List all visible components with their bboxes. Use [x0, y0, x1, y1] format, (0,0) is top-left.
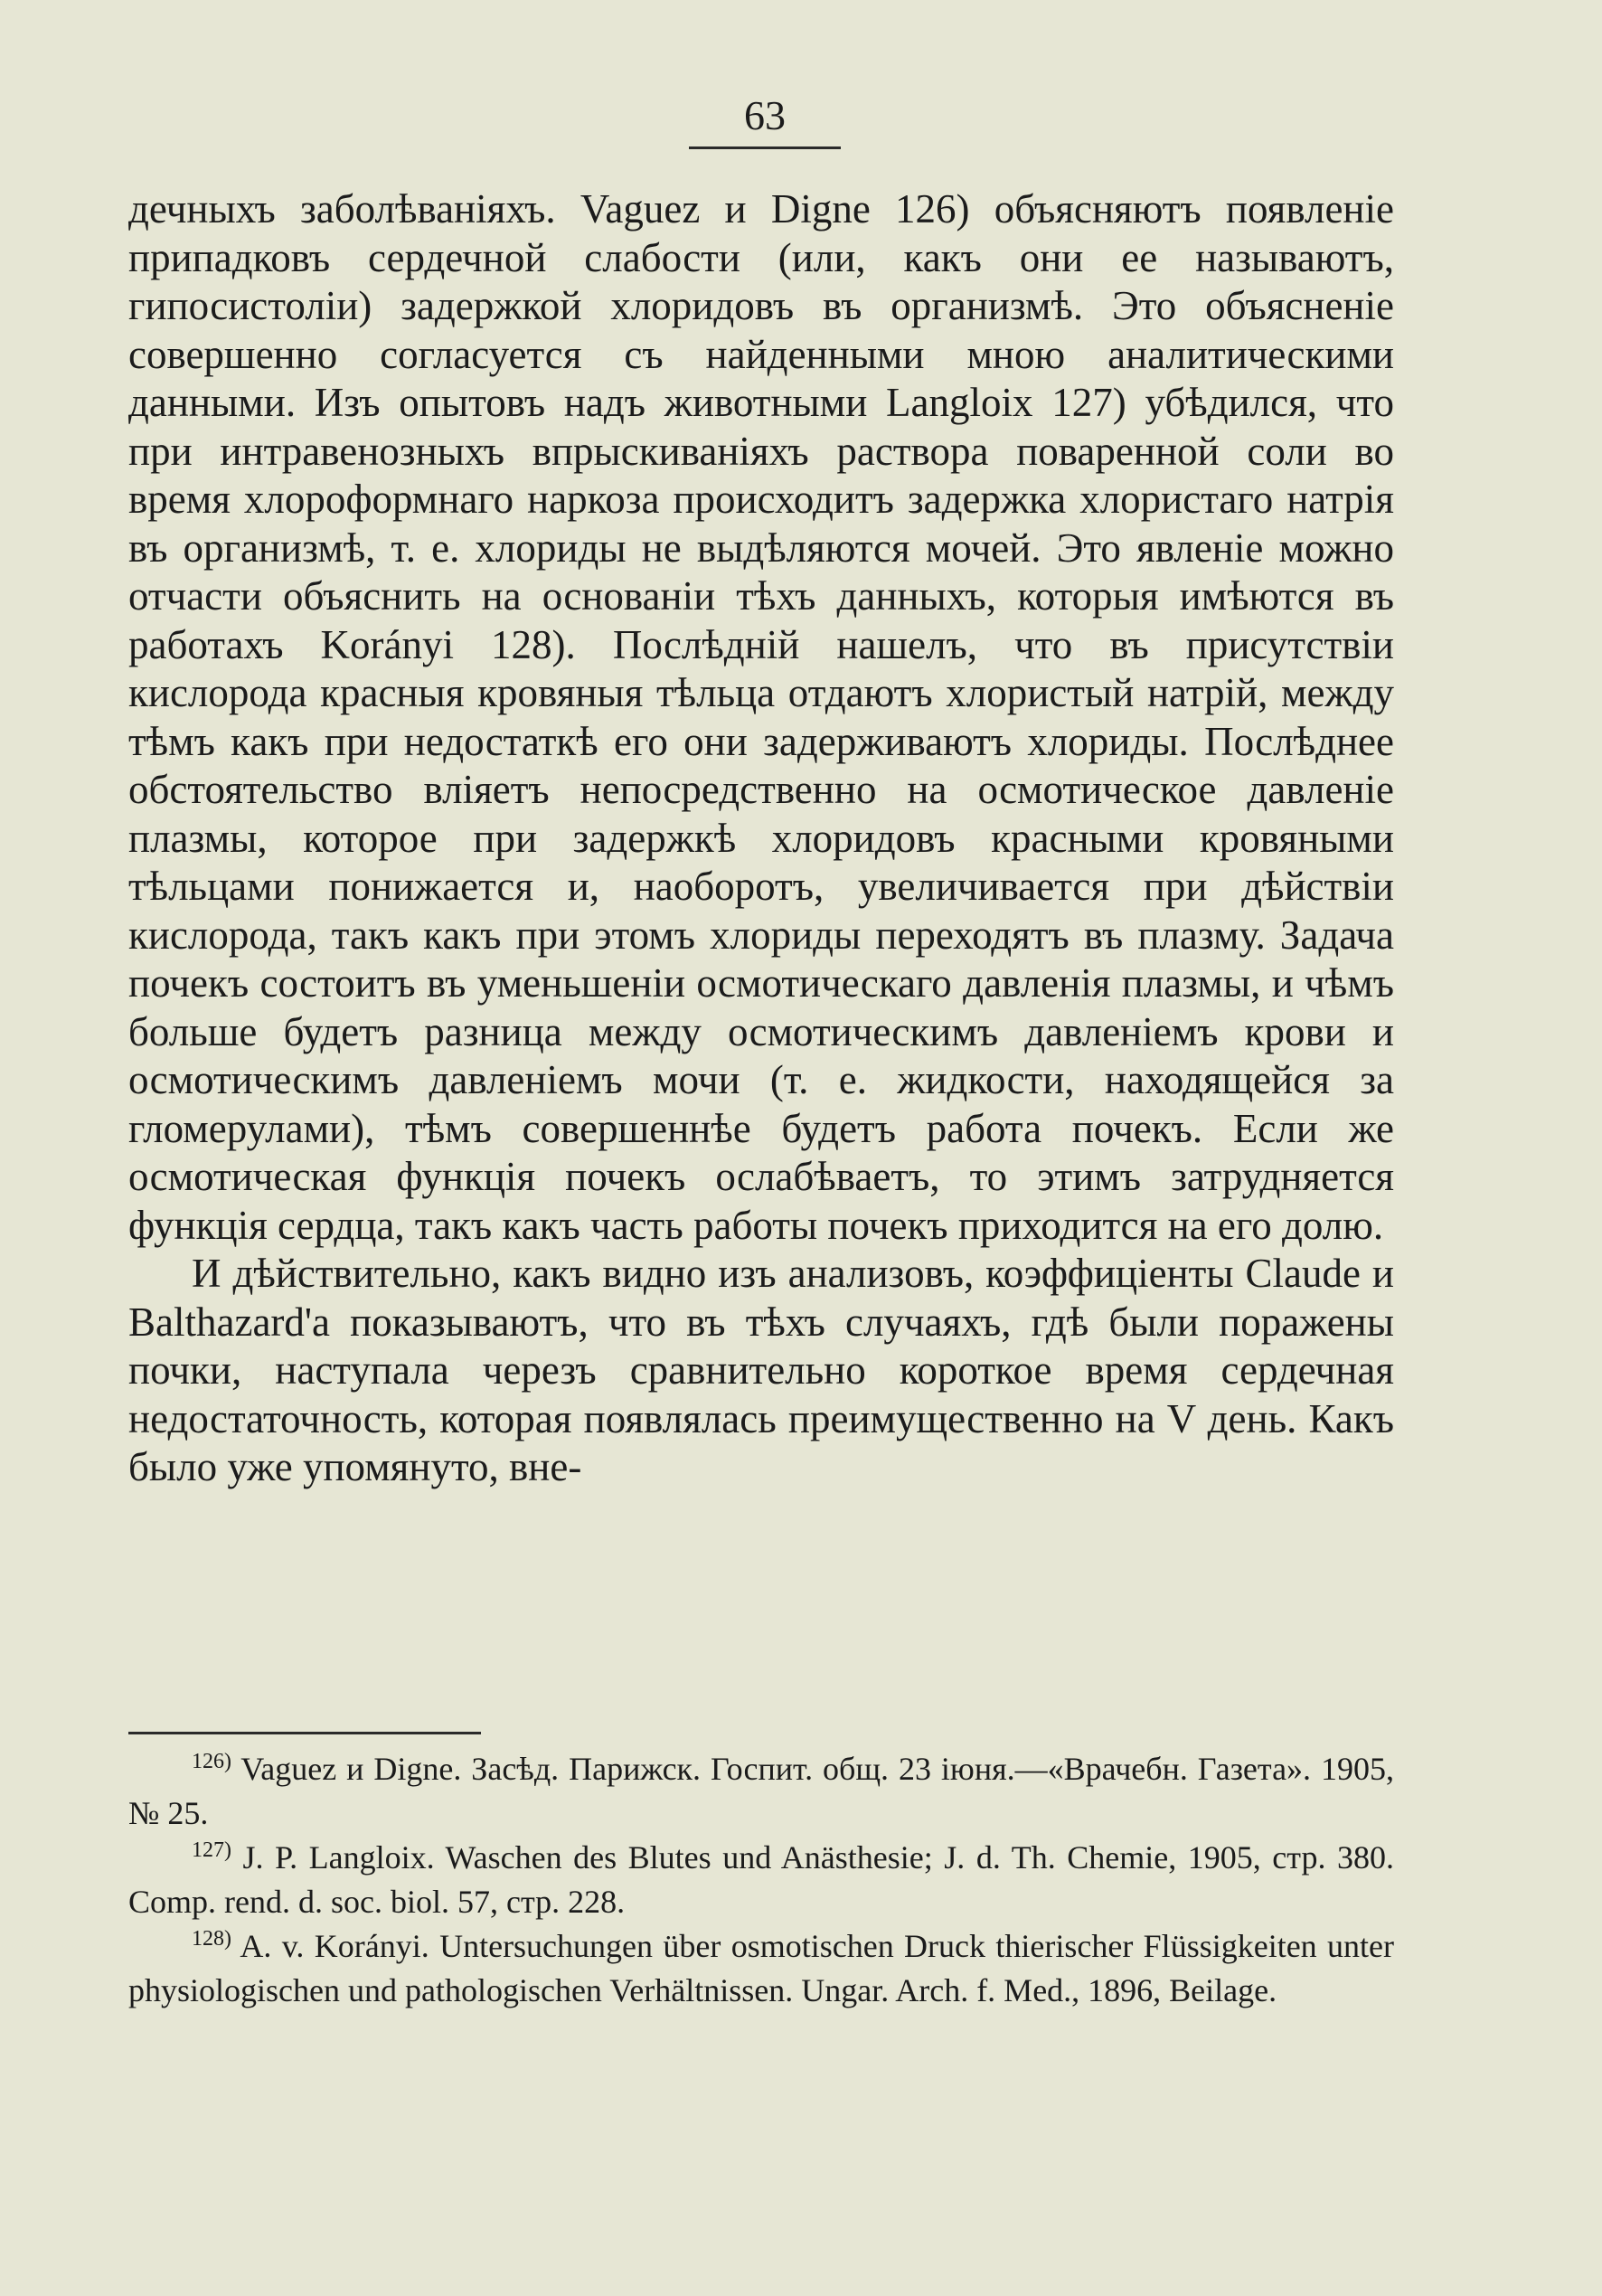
page-number-underline	[689, 146, 841, 149]
footnote-separator	[128, 1732, 481, 1734]
footnote-marker: 126)	[192, 1750, 231, 1773]
body-text	[128, 185, 1394, 1492]
footnote-126	[128, 1747, 1394, 1836]
page-number: 63	[744, 92, 786, 138]
paragraph: И дѣйствительно, какъ видно изъ анализовъ, коэффиціенты Claude и Balthazard'а показываютъ, что въ тѣхъ случаяхъ, гдѣ были поражены почки, наступала черезъ сравнительно короткое время сердечная недостаточность, которая появлялась преимущественно на V день. Какъ было уже упомянуто, вне-	[128, 1251, 1394, 1489]
footnote-text: A. v. Korányi. Untersuchungen über osmotischen Druck thierischer Flüssigkeiten unter physiologischen und pathologischen Verhältnissen. Ungar. Arch. f. Med., 1896, Beilage.	[128, 1928, 1394, 2008]
footnote-128	[128, 1924, 1394, 2013]
footnote-127	[128, 1836, 1394, 1924]
footnotes	[128, 1747, 1394, 2013]
footnote-marker: 128)	[192, 1927, 231, 1951]
footnote-text: J. P. Langloix. Waschen des Blutes und Anästhesie; J. d. Th. Chemie, 1905, стр. 380. Comp. rend. d. soc. biol. 57, стр. 228.	[128, 1839, 1394, 1920]
footnote-text: Vaguez и Digne. Засѣд. Парижск. Госпит. общ. 23 іюня.—«Врачебн. Газета». 1905, № 25.	[128, 1751, 1394, 1831]
paragraph: дечныхъ заболѣваніяхъ. Vaguez и Digne 126) объясняютъ появленіе припадковъ сердечной слабости (или, какъ они ее называютъ, гипосистоліи) задержкой хлоридовъ въ организмѣ. Это объясненіе совершенно согласуется съ найденными мною аналитическими данными. Изъ опытовъ надъ животными Langloix 127) убѣдился, что при интравенозныхъ впрыскиваніяхъ раствора поваренной соли во время хлороформнаго наркоза происходитъ задержка хлористаго натрія въ организмѣ, т. е. хлориды не выдѣляются мочей. Это явленіе можно отчасти объяснить на основаніи тѣхъ данныхъ, которыя имѣются въ работахъ Korányi 128). Послѣдній нашелъ, что въ присутствіи кислорода красныя кровяныя тѣльца отдаютъ хлористый натрій, между тѣмъ какъ при недостаткѣ его они задерживаютъ хлориды. Послѣднее обстоятельство вліяетъ непосредственно на осмотическое давленіе плазмы, которое при задержкѣ хлоридовъ красными кровяными тѣльцами понижается и, наоборотъ, увеличивается при дѣйствіи кислорода, такъ какъ при этомъ хлориды переходятъ въ плазму. Задача почекъ состоитъ въ уменьшеніи осмотическаго давленія плазмы, и чѣмъ больше будетъ разница между осмотическимъ давленіемъ крови и осмотическимъ давленіемъ мочи (т. е. жидкости, находящейся за гломерулами), тѣмъ совершеннѣе будетъ работа почекъ. Если же осмотическая функція почекъ ослабѣваетъ, то этимъ затрудняется функція сердца, такъ какъ часть работы почекъ приходится на его долю.	[128, 186, 1394, 1248]
footnote-marker: 127)	[192, 1838, 231, 1862]
